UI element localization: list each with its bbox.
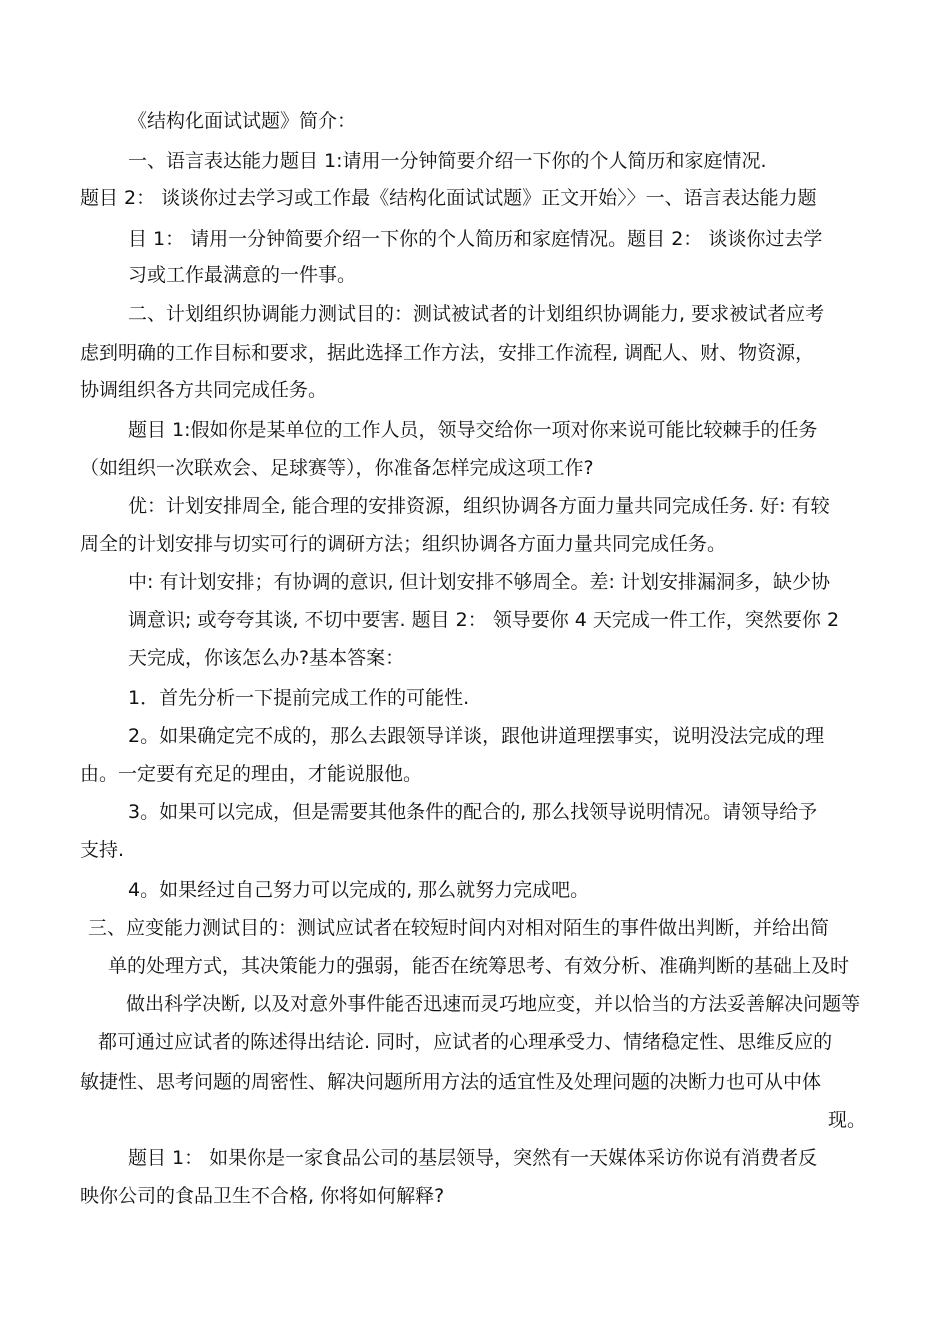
paragraph-line: 目 1： 请用一分钟简要介绍一下你的个人简历和家庭情况。题目 2： 谈谈你过去学 bbox=[128, 228, 823, 250]
list-item: 2。如果确定完不成的，那么去跟领导详谈，跟他讲道理摆事实，说明没法完成的理 bbox=[128, 725, 825, 747]
paragraph-line: 调意识; 或夸夸其谈, 不切中要害. 题目 2： 领导要你 4 天完成一件工作，突然要你 2 bbox=[128, 609, 840, 631]
paragraph-line: 一、语言表达能力题目 1:请用一分钟简要介绍一下你的个人简历和家庭情况. bbox=[128, 150, 767, 172]
paragraph-line: 天完成，你该怎么办?基本答案： bbox=[128, 647, 405, 669]
paragraph-line: 题目 1:假如你是某单位的工作人员，领导交给你一项对你来说可能比较棘手的任务 bbox=[128, 419, 818, 441]
paragraph-line: 协调组织各方共同完成任务。 bbox=[80, 379, 328, 401]
paragraph-line: 周全的计划安排与切实可行的调研方法；组织协调各方面力量共同完成任务。 bbox=[80, 533, 727, 555]
paragraph-line: 单的处理方式，其决策能力的强弱，能否在统筹思考、有效分析、准确判断的基础上及时 bbox=[108, 955, 850, 977]
paragraph-line: 中: 有计划安排；有协调的意识, 但计划安排不够周全。差: 计划安排漏洞多，缺少协 bbox=[128, 571, 830, 593]
paragraph-line: 映你公司的食品卫生不合格, 你将如何解释? bbox=[80, 1185, 445, 1207]
intro-heading: 《结构化面试试题》简介： bbox=[128, 110, 357, 132]
paragraph-line: 都可通过应试者的陈述得出结论. 同时，应试者的心理承受力、情绪稳定性、思维反应的 bbox=[98, 1031, 833, 1053]
paragraph-line: 由。一定要有充足的理由，才能说服他。 bbox=[80, 763, 423, 785]
paragraph-line: 敏捷性、思考问题的周密性、解决问题所用方法的适宜性及处理问题的决断力也可从中体 bbox=[80, 1071, 822, 1093]
paragraph-line: 习或工作最满意的一件事。 bbox=[128, 264, 357, 286]
paragraph-line: 题目 1： 如果你是一家食品公司的基层领导，突然有一天媒体采访你说有消费者反 bbox=[128, 1147, 818, 1169]
paragraph-line-end: 现。 bbox=[827, 1109, 866, 1131]
list-item: 4。如果经过自己努力可以完成的, 那么就努力完成吧。 bbox=[128, 879, 590, 901]
paragraph-line: 虑到明确的工作目标和要求，据此选择工作方法，安排工作流程, 调配人、财、物资源， bbox=[80, 342, 815, 364]
paragraph-line: （如组织一次联欢会、足球赛等），你准备怎样完成这项工作? bbox=[80, 457, 594, 479]
paragraph-line: 优：计划安排周全, 能合理的安排资源，组织协调各方面力量共同完成任务. 好: 有较 bbox=[128, 495, 830, 517]
section-heading: 三、应变能力测试目的：测试应试者在较短时间内对相对陌生的事件做出判断，并给出简 bbox=[88, 917, 830, 939]
list-item: 3。如果可以完成，但是需要其他条件的配合的, 那么找领导说明情况。请领导给予 bbox=[128, 801, 818, 823]
list-item: 1．首先分析一下提前完成工作的可能性. bbox=[128, 687, 470, 709]
section-heading: 二、计划组织协调能力测试目的：测试被试者的计划组织协调能力, 要求被试者应考 bbox=[128, 303, 825, 325]
paragraph-line: 做出科学决断, 以及对意外事件能否迅速而灵巧地应变，并以恰当的方法妥善解决问题等 bbox=[126, 993, 861, 1015]
paragraph-line: 支持. bbox=[80, 839, 125, 861]
paragraph-line: 题目 2： 谈谈你过去学习或工作最《结构化面试试题》正文开始〉〉一、语言表达能力题 bbox=[80, 187, 817, 209]
